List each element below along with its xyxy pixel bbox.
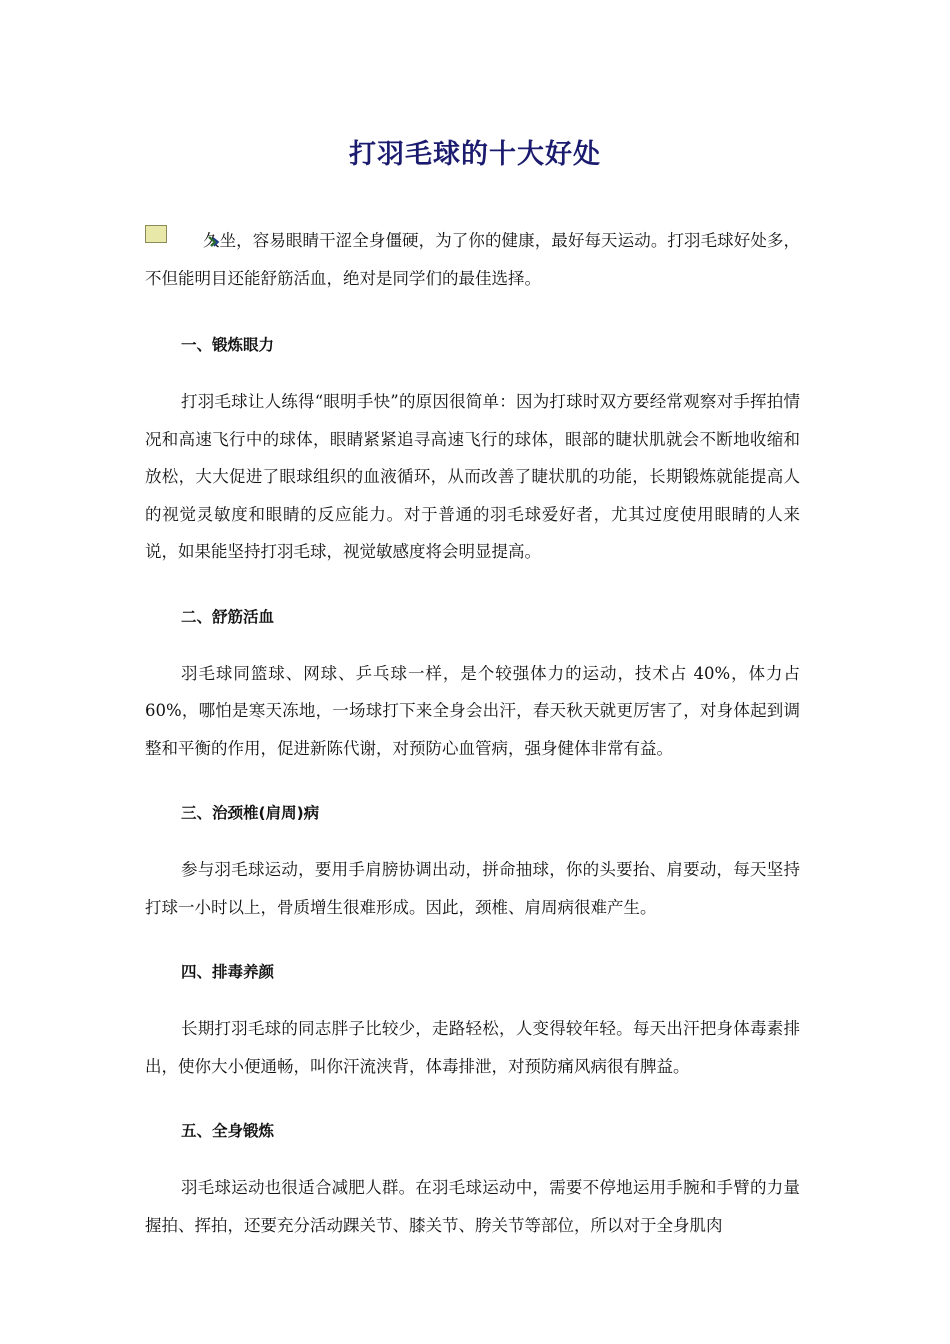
page-title: 打羽毛球的十大好处 (349, 139, 601, 170)
section-heading: 一、锻炼眼力 (181, 336, 275, 354)
section-heading: 四、排毒养颜 (181, 963, 275, 981)
section-heading: 三、治颈椎(肩周)病 (181, 804, 320, 822)
intro-paragraph (145, 222, 800, 297)
intro-text: 久坐，容易眼睛干涩全身僵硬，为了你的健康，最好每天运动。打羽毛球好处多，不但能明目还能舒筋活血，绝对是同学们的最佳选择。 (145, 231, 800, 288)
section-heading: 五、全身锻炼 (181, 1122, 275, 1140)
document-content (145, 222, 800, 1244)
section-body: 参与羽毛球运动，要用手肩膀协调出动，拼命抽球，你的头要抬、肩要动，每天坚持打球一小时以上，骨质增生很难形成。因此，颈椎、肩周病很难产生。 (145, 860, 800, 917)
section-body: 羽毛球同篮球、网球、乒乓球一样，是个较强体力的运动，技术占 40%，体力占 60%，哪怕是寒天冻地，一场球打下来全身会出汗，春天秋天就更厉害了，对身体起到调整和平衡的作用，促进新陈代谢，对预防心血管病，强身健体非常有益。 (145, 663, 800, 758)
section-heading: 二、舒筋活血 (181, 607, 275, 626)
document-bullet-icon (145, 225, 167, 243)
section-body: 羽毛球运动也很适合减肥人群。在羽毛球运动中，需要不停地运用手腕和手臂的力量握拍、挥拍，还要充分活动踝关节、膝关节、胯关节等部位，所以对于全身肌肉 (145, 1178, 800, 1235)
section-body: 打羽毛球让人练得“眼明手快”的原因很简单：因为打球时双方要经常观察对手挥拍情况和高速飞行中的球体，眼睛紧紧追寻高速飞行的球体，眼部的睫状肌就会不断地收缩和放松，大大促进了眼球组织的血液循环，从而改善了睫状肌的功能，长期锻炼就能提高人的视觉灵敏度和眼睛的反应能力。对于普通的羽毛球爱好者，尤其过度使用眼睛的人来说，如果能坚持打羽毛球，视觉敏感度将会明显提高。 (145, 392, 800, 561)
section-body: 长期打羽毛球的同志胖子比较少，走路轻松，人变得较年轻。每天出汗把身体毒素排出，使你大小便通畅，叫你汗流浃背，体毒排泄，对预防痛风病很有脾益。 (145, 1019, 800, 1076)
